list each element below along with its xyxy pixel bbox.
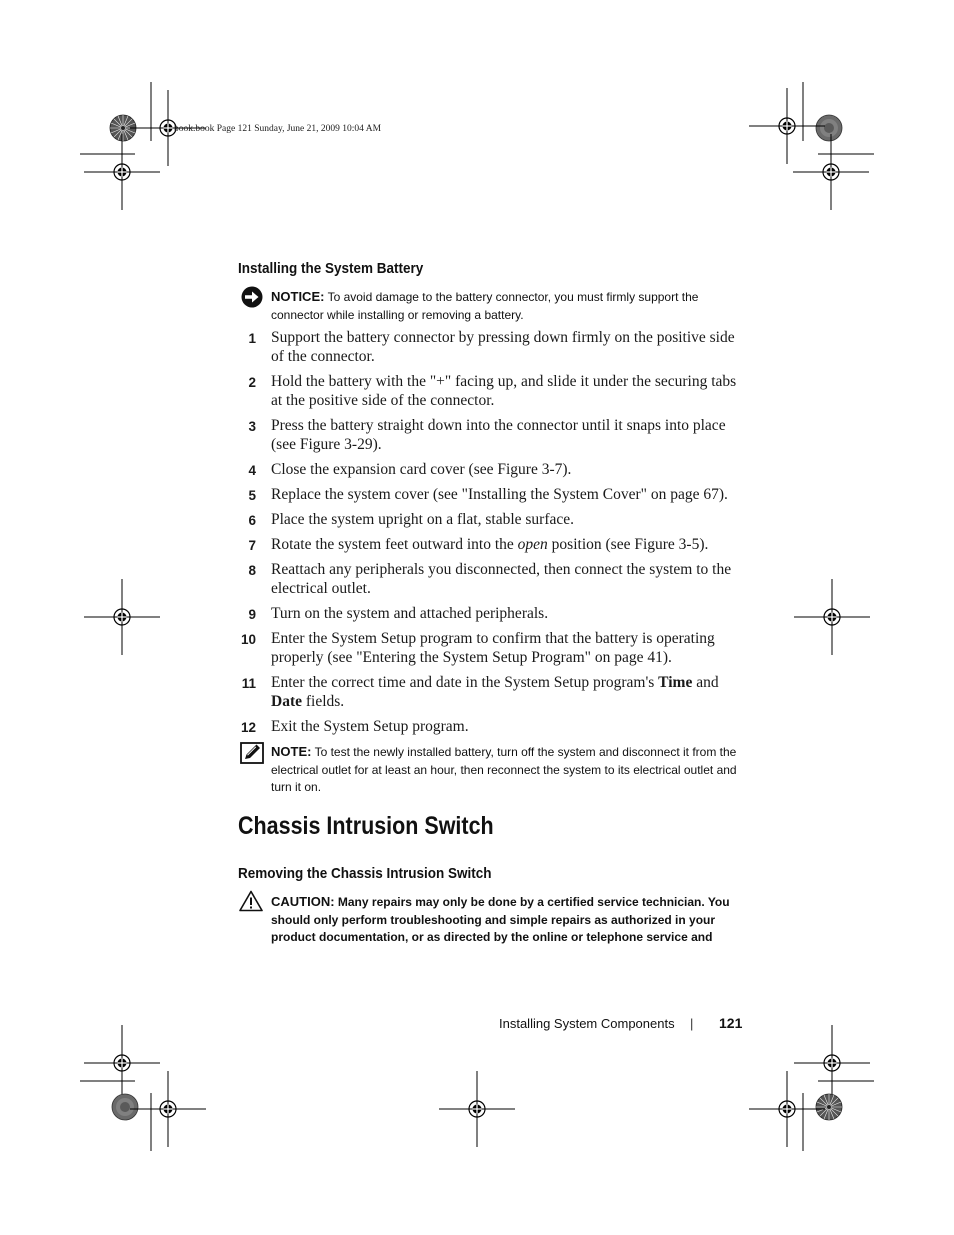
step-text: Exit the System Setup program. [271, 718, 469, 735]
step-text: Support the battery connector by pressing down firmly on the positive side of the connector. [271, 329, 735, 365]
page-number: 121 [719, 1015, 743, 1031]
step-text-part: position (see Figure 3-5). [547, 536, 709, 553]
note-text: To test the newly installed battery, turn off the system and disconnect it from the electrical outlet for at least an hour, then reconnect the system to its electrical outlet and turn it on. [271, 745, 737, 795]
step-text: Hold the battery with the "+" facing up, and slide it under the securing tabs at the positive side of the connector. [271, 373, 737, 409]
step-number: 3 [248, 419, 256, 434]
list-item [236, 535, 741, 554]
list-item [236, 629, 741, 667]
footer-title: Installing System Components [499, 1016, 675, 1031]
step-number: 8 [248, 563, 256, 578]
step-text [271, 674, 719, 710]
caution-label: CAUTION: [271, 894, 335, 909]
section-heading-installing-battery: Installing the System Battery [238, 260, 424, 277]
notice-block [271, 288, 741, 324]
caution-text: Many repairs may only be done by a certified service technician. You should only perform troubleshooting and simple repairs as authorized in your product documentation, or as directed by the online or telephone service and [271, 895, 730, 945]
list-item [236, 673, 741, 711]
step-text: Place the system upright on a flat, stable surface. [271, 511, 575, 528]
list-item [236, 604, 741, 623]
step-number: 6 [248, 513, 256, 528]
notice-text: To avoid damage to the battery connector, you must firmly support the connector while installing or removing a battery. [271, 290, 699, 322]
list-item [236, 416, 741, 454]
step-number: 2 [248, 375, 256, 390]
step-number: 12 [240, 720, 256, 735]
step-text: Turn on the system and attached peripherals. [271, 605, 549, 622]
step-text-part: Rotate the system feet outward into the [271, 536, 518, 553]
list-item [236, 560, 741, 598]
step-text: Close the expansion card cover (see Figure 3-7). [271, 461, 572, 478]
step-text: Enter the System Setup program to confirm that the battery is operating properly (see "Entering the System Setup Program" on page 41). [271, 630, 715, 666]
notice-arrow-icon [240, 286, 264, 308]
list-item [236, 372, 741, 410]
step-text: Press the battery straight down into the connector until it snaps into place (see Figure 3-29). [271, 417, 726, 453]
step-text: Reattach any peripherals you disconnected, then connect the system to the electrical outlet. [271, 561, 732, 597]
note-pencil-icon [240, 742, 264, 764]
step-number: 9 [248, 607, 256, 622]
step-number: 7 [248, 538, 256, 553]
section-heading-removing-switch: Removing the Chassis Intrusion Switch [238, 865, 492, 882]
notice-label: NOTICE: [271, 289, 325, 304]
footer-separator: | [690, 1016, 694, 1031]
step-text-bold: Time [658, 674, 693, 691]
step-text-part: and [692, 674, 719, 691]
step-text-emphasis: open [517, 536, 548, 553]
caution-block [271, 893, 736, 947]
list-item [236, 510, 741, 529]
list-item [236, 328, 741, 366]
note-label: NOTE: [271, 744, 312, 759]
print-slug: book.book Page 121 Sunday, June 21, 2009 10:04 AM [174, 124, 382, 134]
step-text [271, 536, 708, 553]
step-text-part: Enter the correct time and date in the System Setup program's [271, 674, 659, 691]
battery-steps-list [236, 328, 741, 742]
note-block [271, 743, 741, 797]
caution-triangle-icon [239, 890, 263, 912]
step-number: 4 [248, 463, 256, 478]
step-text-bold: Date [271, 693, 302, 710]
list-item [236, 460, 741, 479]
step-text: Replace the system cover (see "Installing the System Cover" on page 67). [271, 486, 728, 503]
step-text-part: fields. [302, 693, 345, 710]
step-number: 11 [241, 676, 256, 691]
step-number: 10 [240, 632, 256, 647]
list-item [236, 485, 741, 504]
step-number: 5 [248, 488, 256, 503]
step-number: 1 [248, 331, 256, 346]
chapter-heading: Chassis Intrusion Switch [238, 812, 494, 840]
list-item [236, 717, 741, 736]
